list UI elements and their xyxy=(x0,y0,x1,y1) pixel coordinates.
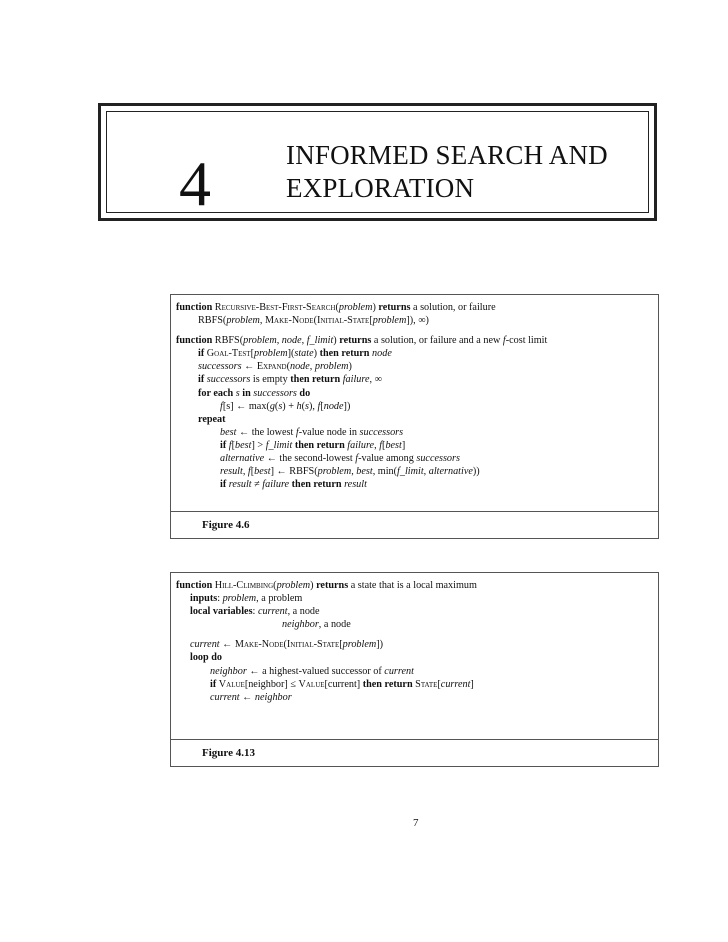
algorithm-token: ]( xyxy=(287,348,295,360)
algorithm-token: problem xyxy=(222,593,257,605)
algorithm-token: result xyxy=(344,479,367,491)
algorithm-token: state xyxy=(294,348,314,360)
algorithm-token: problem xyxy=(338,302,373,313)
algorithm-token: problem xyxy=(254,348,288,360)
algorithm-token: RBFS xyxy=(289,466,315,478)
algorithm-token: in xyxy=(239,387,254,399)
algorithm-token: successors xyxy=(206,374,251,386)
algorithm-token: neighbor xyxy=(282,619,319,631)
chapter-header-inner-border xyxy=(106,111,649,219)
figure-4-13-caption: Figure 4.13 xyxy=(202,747,255,759)
algorithm-token: problem xyxy=(314,361,349,373)
algorithm-line xyxy=(176,360,654,373)
algorithm-token: [ xyxy=(250,348,254,360)
algorithm-token: neighbor xyxy=(254,691,292,703)
algorithm-token: ]), ∞) xyxy=(406,315,429,327)
algorithm-token: problem xyxy=(342,639,377,651)
algorithm-token: Value xyxy=(218,678,245,690)
algorithm-token: , xyxy=(374,439,380,451)
algorithm-line xyxy=(176,579,654,592)
algorithm-token: [ xyxy=(231,439,236,451)
algorithm-token: node xyxy=(372,348,392,360)
chapter-title-line1: INFORMED SEARCH AND xyxy=(286,140,608,170)
algorithm-token: ( xyxy=(239,335,244,347)
algorithm-token: ( xyxy=(273,580,277,591)
algorithm-token: f xyxy=(502,335,506,347)
algorithm-token: [ xyxy=(369,315,373,327)
algorithm-token: ] ← xyxy=(270,466,290,478)
algorithm-token: Make-Node xyxy=(265,315,314,327)
page-number: 7 xyxy=(413,817,419,829)
algorithm-token: local variables xyxy=(190,606,253,618)
algorithm-token: ← xyxy=(219,639,235,651)
algorithm-token: , xyxy=(242,466,248,478)
algorithm-token: best xyxy=(385,439,402,451)
algorithm-token: ) xyxy=(313,348,320,360)
algorithm-token: )) xyxy=(472,466,480,478)
figure-separator xyxy=(171,739,658,740)
algorithm-token: successors xyxy=(253,387,297,399)
algorithm-token: problem xyxy=(226,315,260,327)
algorithm-token: , xyxy=(351,466,357,478)
algorithm-token: a state that is a local maximum xyxy=(348,580,477,591)
algorithm-token: if xyxy=(198,348,207,360)
algorithm-token: ] > xyxy=(251,439,266,451)
algorithm-token: repeat xyxy=(198,413,226,425)
algorithm-token: Recursive-Best-First-Search xyxy=(214,302,336,313)
algorithm-token: best xyxy=(220,426,237,438)
algorithm-token: ( xyxy=(313,315,317,327)
algorithm-token: then return xyxy=(290,374,343,386)
algorithm-token: ← the lowest xyxy=(236,426,296,438)
algorithm-token: problem xyxy=(372,315,407,327)
algorithm-token: failure xyxy=(262,479,290,491)
algorithm-token: do xyxy=(296,387,311,399)
algorithm-token: -cost limit xyxy=(505,335,548,347)
algorithm-token: f xyxy=(247,466,251,478)
algorithm-token: then return xyxy=(362,678,416,690)
algorithm-token: f_limit xyxy=(265,439,293,451)
algorithm-line xyxy=(176,465,654,478)
algorithm-line xyxy=(176,400,654,413)
algorithm-token: failure xyxy=(342,374,370,386)
algorithm-token: ( xyxy=(335,302,339,313)
figure-4-6-box xyxy=(170,294,659,539)
algorithm-token: a solution, or failure and a new xyxy=(371,335,503,347)
chapter-title-line2: EXPLORATION xyxy=(286,173,475,203)
figure-separator xyxy=(171,511,658,512)
algorithm-token: Expand xyxy=(256,361,287,373)
algorithm-token: current xyxy=(257,606,288,618)
algorithm-token: , xyxy=(423,466,429,478)
algorithm-token: [ xyxy=(437,678,441,690)
algorithm-token: inputs xyxy=(190,593,218,605)
algorithm-line xyxy=(176,301,654,314)
algorithm-token: current xyxy=(190,639,220,651)
algorithm-line xyxy=(176,605,654,618)
figure-4-13-algorithm xyxy=(176,579,654,704)
algorithm-token: [ xyxy=(320,400,324,412)
algorithm-line xyxy=(176,618,654,631)
algorithm-token: State xyxy=(415,678,438,690)
algorithm-token: Initial-State xyxy=(286,639,340,651)
algorithm-token: ← xyxy=(239,691,255,703)
algorithm-token: : xyxy=(217,593,223,605)
algorithm-token: problem xyxy=(317,466,352,478)
algorithm-token: s xyxy=(278,400,283,412)
algorithm-token: RBFS xyxy=(198,315,223,327)
algorithm-token: node xyxy=(323,400,344,412)
algorithm-token: -value among xyxy=(358,453,417,465)
algorithm-token: ) xyxy=(333,335,340,347)
algorithm-token: f xyxy=(220,400,223,412)
algorithm-token: f xyxy=(317,400,321,412)
algorithm-line xyxy=(176,678,654,691)
algorithm-token: h xyxy=(296,400,302,412)
algorithm-token: ( xyxy=(314,466,318,478)
algorithm-token: ← the second-lowest xyxy=(264,453,356,465)
algorithm-token: node xyxy=(289,361,310,373)
algorithm-token: Initial-State xyxy=(317,315,370,327)
algorithm-line xyxy=(176,665,654,678)
algorithm-token: ← a highest-valued successor of xyxy=(246,665,385,677)
algorithm-token: : xyxy=(252,606,258,618)
algorithm-token: for each xyxy=(198,387,236,399)
algorithm-line xyxy=(176,314,654,327)
algorithm-token: , xyxy=(276,335,282,347)
algorithm-token: -value node in xyxy=(298,426,360,438)
algorithm-line xyxy=(176,592,654,605)
algorithm-token: ] xyxy=(470,678,474,690)
algorithm-token: alternative xyxy=(220,453,265,465)
algorithm-line xyxy=(176,426,654,439)
algorithm-token: f_limit xyxy=(397,466,424,478)
algorithm-token: , xyxy=(309,361,315,373)
algorithm-token: function xyxy=(176,302,215,313)
algorithm-token: Goal-Test xyxy=(206,348,251,360)
algorithm-token: ( xyxy=(301,400,306,412)
algorithm-token: function xyxy=(176,580,215,591)
algorithm-token: successors xyxy=(359,426,404,438)
algorithm-token: problem xyxy=(243,335,277,347)
algorithm-token: f_limit xyxy=(306,335,334,347)
algorithm-token: current xyxy=(384,665,414,677)
algorithm-token: [ xyxy=(250,466,255,478)
chapter-title xyxy=(286,139,608,205)
algorithm-token: ( xyxy=(222,315,227,327)
algorithm-token: RBFS xyxy=(214,335,240,347)
algorithm-token: [current] xyxy=(324,678,363,690)
algorithm-token: result xyxy=(228,479,252,491)
figure-4-6-algorithm xyxy=(176,301,654,491)
algorithm-token: ) xyxy=(348,361,352,373)
algorithm-token: problem xyxy=(276,580,311,591)
algorithm-token: , min( xyxy=(372,466,398,478)
algorithm-token: , a node xyxy=(287,606,320,618)
algorithm-token: ]) xyxy=(343,400,351,412)
algorithm-token: best xyxy=(254,466,271,478)
algorithm-token: function xyxy=(176,335,215,347)
algorithm-line xyxy=(176,638,654,651)
algorithm-line xyxy=(176,413,654,426)
algorithm-token: , xyxy=(301,335,307,347)
algorithm-line xyxy=(176,478,654,491)
algorithm-token: node xyxy=(281,335,302,347)
algorithm-token: f xyxy=(355,453,359,465)
algorithm-token: then return xyxy=(319,348,373,360)
chapter-header-box xyxy=(98,103,657,221)
algorithm-token: ( xyxy=(286,361,290,373)
chapter-number: 4 xyxy=(179,148,211,219)
algorithm-token: , a problem xyxy=(256,593,303,605)
algorithm-token: , a node xyxy=(318,619,351,631)
algorithm-token: then return xyxy=(289,479,345,491)
algorithm-token: g xyxy=(269,400,275,412)
algorithm-token: result xyxy=(220,466,243,478)
algorithm-line xyxy=(176,691,654,704)
algorithm-token: ), xyxy=(308,400,318,412)
algorithm-token: successors xyxy=(198,361,242,373)
algorithm-token: if xyxy=(210,678,219,690)
algorithm-line xyxy=(176,452,654,465)
algorithm-line xyxy=(176,347,654,360)
algorithm-token: f xyxy=(295,426,299,438)
algorithm-token: loop do xyxy=(190,652,222,664)
algorithm-token: f xyxy=(228,439,232,451)
figure-4-6-caption: Figure 4.6 xyxy=(202,519,250,531)
algorithm-token: Hill-Climbing xyxy=(214,580,274,591)
algorithm-token: , ∞ xyxy=(369,374,382,386)
algorithm-token: [ xyxy=(339,639,343,651)
algorithm-token: ) + xyxy=(282,400,297,412)
algorithm-token: failure xyxy=(347,439,375,451)
algorithm-line xyxy=(176,334,654,347)
algorithm-token: returns xyxy=(316,580,349,591)
algorithm-line xyxy=(176,387,654,400)
algorithm-token: ≠ xyxy=(251,479,263,491)
algorithm-token: best xyxy=(235,439,252,451)
algorithm-token: returns xyxy=(339,335,372,347)
algorithm-token: ) xyxy=(372,302,379,313)
algorithm-token: ( xyxy=(274,400,279,412)
algorithm-token: f xyxy=(379,439,383,451)
algorithm-token: alternative xyxy=(428,466,473,478)
algorithm-line xyxy=(176,373,654,386)
algorithm-token: successors xyxy=(416,453,460,465)
algorithm-token: a solution, or failure xyxy=(410,302,496,313)
algorithm-token: if xyxy=(220,439,229,451)
algorithm-token: ]) xyxy=(376,639,384,651)
algorithm-token: current xyxy=(210,691,240,703)
algorithm-token: s xyxy=(305,400,309,412)
algorithm-token: best xyxy=(356,466,373,478)
algorithm-token: neighbor xyxy=(210,665,247,677)
algorithm-token: , xyxy=(259,315,265,327)
algorithm-token: is empty xyxy=(250,374,291,386)
algorithm-token: if xyxy=(198,374,207,386)
algorithm-token: ] xyxy=(401,439,406,451)
algorithm-token: Value xyxy=(298,678,325,690)
algorithm-token: [neighbor] ≤ xyxy=(244,678,299,690)
figure-4-13-box xyxy=(170,572,659,767)
algorithm-token: [s] ← max( xyxy=(222,400,270,412)
algorithm-token: [ xyxy=(382,439,386,451)
algorithm-token: ← xyxy=(241,361,257,373)
algorithm-token: ( xyxy=(283,639,287,651)
algorithm-token: current xyxy=(440,678,471,690)
algorithm-line xyxy=(176,439,654,452)
algorithm-token: ) xyxy=(310,580,317,591)
algorithm-token: if xyxy=(220,479,229,491)
algorithm-token: s xyxy=(235,387,240,399)
algorithm-token: returns xyxy=(378,302,411,313)
algorithm-token: Make-Node xyxy=(234,639,284,651)
algorithm-line xyxy=(176,651,654,664)
algorithm-token: then return xyxy=(292,439,348,451)
